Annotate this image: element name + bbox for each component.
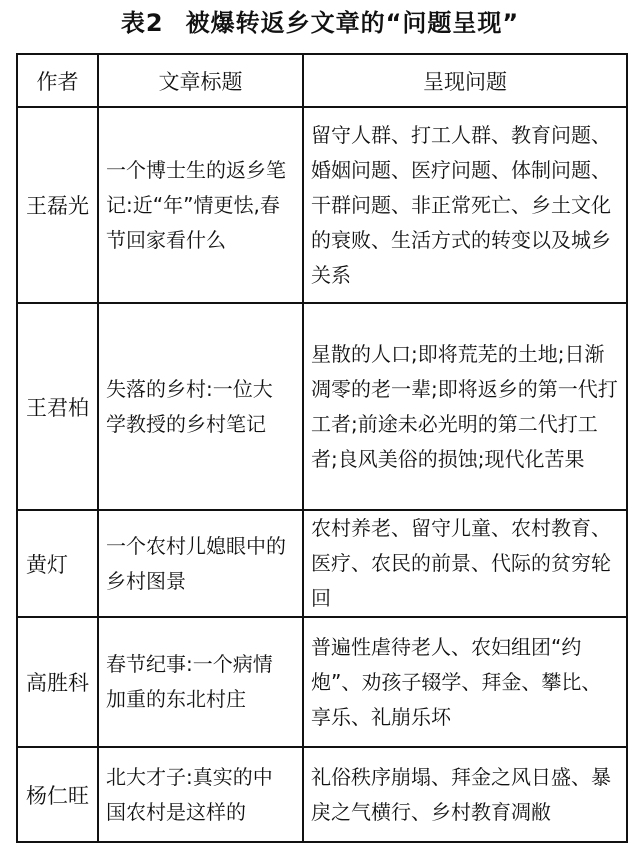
author-cell: 王君柏: [17, 303, 98, 510]
table-caption: [0, 6, 640, 40]
article-title-cell: [98, 617, 303, 747]
table-row: [17, 747, 627, 842]
article-title-cell: [98, 303, 303, 510]
header-article-title: 文章标题: [98, 54, 303, 107]
issues-cell: 农村养老、留守儿童、农村教育、医疗、农民的前景、代际的贫穷轮回: [303, 510, 627, 617]
header-issues: 呈现问题: [303, 54, 627, 107]
article-title-text: 失落的乡村:一位大 学教授的乡村笔记: [106, 376, 273, 436]
author-cell: 高胜科: [17, 617, 98, 747]
header-row: [17, 54, 627, 107]
article-title-text: 一个博士生的返乡笔 记:近“年”情更怯,春 节回家看什么: [106, 157, 286, 252]
articles-table: [16, 53, 628, 843]
table-row: [17, 107, 627, 303]
article-title-cell: [98, 510, 303, 617]
article-title-text: 北大才子:真实的中 国农村是这样的: [106, 764, 273, 824]
table-title: 被爆转返乡文章的“问题呈现”: [185, 9, 520, 37]
header-author: 作者: [17, 54, 98, 107]
author-cell: 杨仁旺: [17, 747, 98, 842]
issues-cell: 礼俗秩序崩塌、拜金之风日盛、暴戾之气横行、乡村教育凋敝: [303, 747, 627, 842]
article-title-cell: [98, 747, 303, 842]
article-title-cell: [98, 107, 303, 303]
issues-cell: 普遍性虐待老人、农妇组团“约炮”、劝孩子辍学、拜金、攀比、享乐、礼崩乐坏: [303, 617, 627, 747]
article-title-text: 春节纪事:一个病情 加重的东北村庄: [106, 652, 273, 711]
issues-cell: 星散的人口;即将荒芜的土地;日渐凋零的老一辈;即将返乡的第一代打工者;前途未必光明的第二代打工者;良风美俗的损蚀;现代化苦果: [303, 303, 627, 510]
table-number: 表2: [120, 9, 164, 37]
author-cell: 王磊光: [17, 107, 98, 303]
table-row: [17, 617, 627, 747]
table-row: [17, 510, 627, 617]
author-cell: 黄灯: [17, 510, 98, 617]
issues-cell: 留守人群、打工人群、教育问题、婚姻问题、医疗问题、体制问题、干群问题、非正常死亡、乡土文化的衰败、生活方式的转变以及城乡关系: [303, 107, 627, 303]
table-row: [17, 303, 627, 510]
article-title-text: 一个农村儿媳眼中的 乡村图景: [106, 533, 286, 593]
